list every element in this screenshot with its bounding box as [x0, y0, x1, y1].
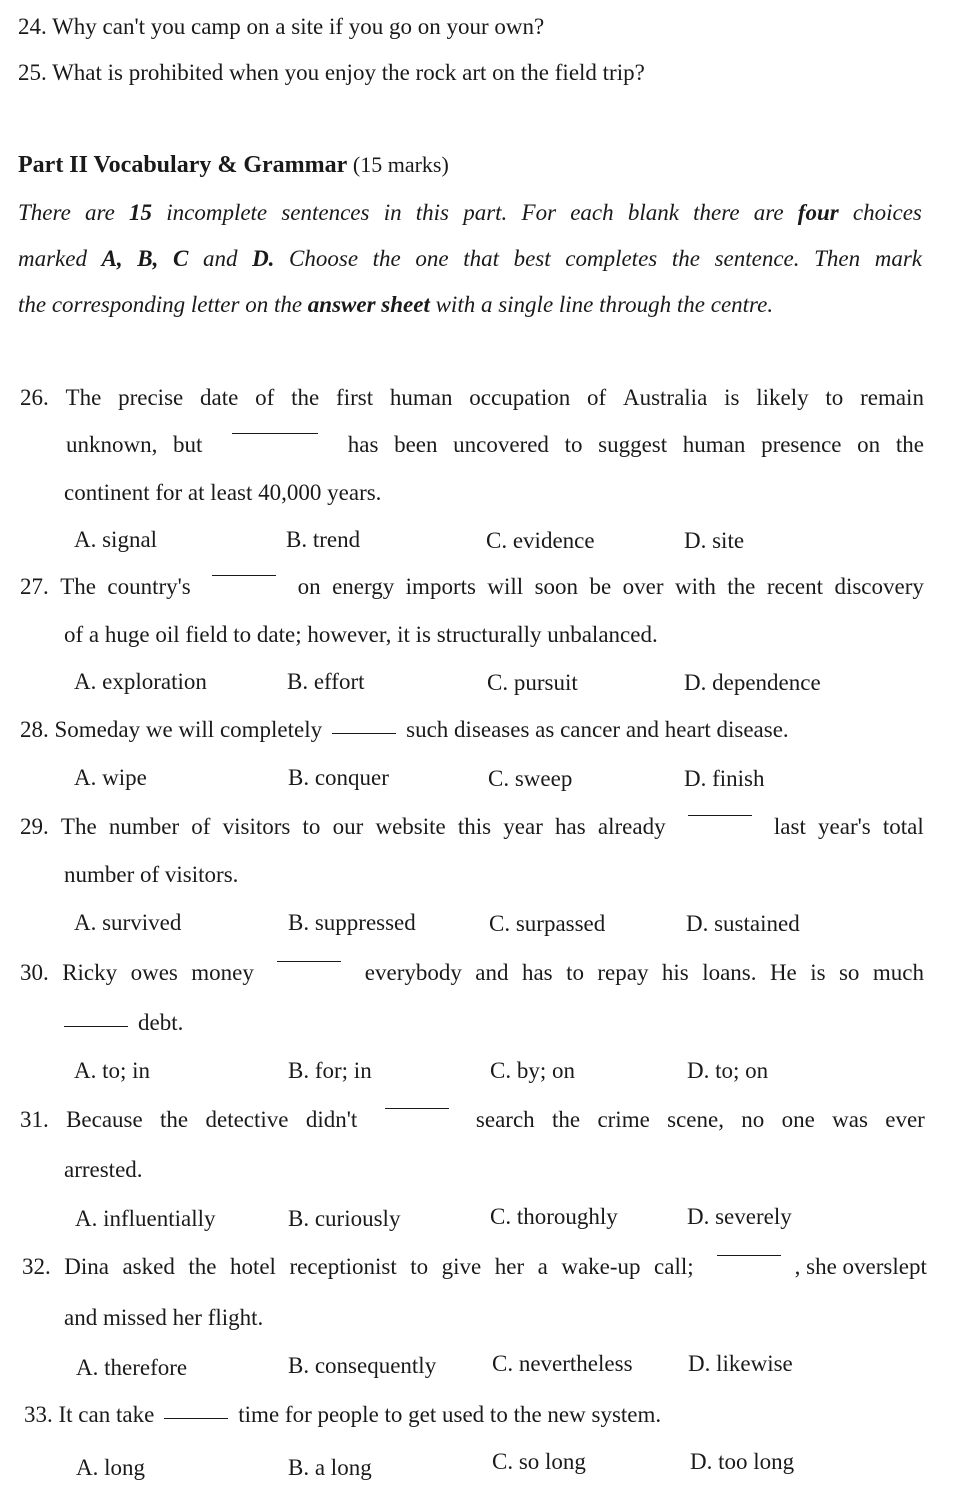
word: 15	[129, 200, 153, 225]
word: has	[521, 960, 553, 985]
word: of	[191, 814, 211, 839]
word: this	[415, 200, 450, 225]
word: and	[202, 246, 238, 271]
word: on	[297, 574, 321, 599]
word: total	[882, 814, 924, 839]
word: was	[832, 1107, 868, 1132]
word: date	[200, 385, 239, 410]
word: already	[597, 814, 666, 839]
option-c: C. so long	[492, 1449, 586, 1474]
question-number: 28.	[20, 717, 49, 742]
option-d: D. site	[684, 528, 745, 553]
option-a: A. wipe	[74, 765, 147, 790]
answer-blank	[277, 960, 341, 962]
instruction-text: the corresponding letter on the	[18, 292, 308, 317]
word: number	[108, 814, 180, 839]
word: remain	[860, 385, 924, 410]
question-32-line-1	[22, 1254, 927, 1280]
question-number: 24.	[18, 14, 47, 39]
option-c: C. evidence	[486, 528, 595, 553]
option-c: C. pursuit	[487, 670, 578, 695]
question-number: 26.	[20, 385, 49, 410]
word: repay	[597, 960, 649, 985]
word: soon	[534, 574, 579, 599]
word: There	[18, 200, 71, 225]
option-a: A. therefore	[76, 1355, 188, 1380]
answer-blank	[64, 1025, 128, 1027]
question-26-line-3: continent for at least 40,000 years.	[64, 480, 382, 505]
option-b: B. suppressed	[288, 910, 416, 935]
question-32-line-2: and missed her flight.	[64, 1305, 264, 1330]
word: money	[191, 960, 254, 985]
word: uncovered	[453, 432, 549, 457]
instructions-line-1	[18, 200, 922, 226]
question-number: 31.	[20, 1107, 49, 1132]
option-b: B. for; in	[288, 1058, 372, 1083]
word: loans.	[702, 960, 757, 985]
word: is	[810, 960, 826, 985]
question-number: 33.	[24, 1402, 53, 1427]
answer-blank	[717, 1254, 781, 1256]
word: D.	[252, 246, 275, 271]
instructions-line-3	[18, 292, 773, 318]
question-28	[20, 717, 789, 743]
word: of	[587, 385, 607, 410]
word: year's	[818, 814, 871, 839]
word: part.	[463, 200, 508, 225]
option-d: D. finish	[684, 766, 765, 791]
word: completes	[565, 246, 658, 271]
answer-blank	[212, 574, 276, 576]
question-text: such diseases as cancer and heart disease.	[406, 717, 789, 742]
option-b: B. conquer	[288, 765, 389, 790]
option-a: A. long	[76, 1455, 145, 1480]
word: last	[773, 814, 806, 839]
option-a: A. to; in	[74, 1058, 151, 1083]
word: call;	[654, 1254, 694, 1279]
word: The	[60, 814, 97, 839]
word: our	[332, 814, 364, 839]
word: will	[487, 574, 524, 599]
option-a: A. exploration	[74, 669, 207, 694]
word: detective	[205, 1107, 289, 1132]
word: and	[475, 960, 509, 985]
option-d: D. too long	[690, 1449, 795, 1474]
question-text: It can take	[58, 1402, 155, 1427]
instruction-text: with a single line through the centre.	[429, 292, 774, 317]
word: has	[555, 814, 586, 839]
word: precise	[118, 385, 184, 410]
option-d: D. to; on	[687, 1058, 769, 1083]
word: to	[566, 960, 584, 985]
word: his	[661, 960, 689, 985]
question-29-line-1	[20, 814, 924, 840]
word: marked	[18, 246, 87, 271]
word: the	[895, 432, 924, 457]
option-b: B. a long	[288, 1455, 372, 1480]
word: the	[552, 1107, 581, 1132]
answer-blank	[332, 732, 396, 734]
answer-blank	[164, 1417, 228, 1419]
option-b: B. curiously	[288, 1206, 401, 1231]
word: For	[521, 200, 557, 225]
word: scene,	[667, 1107, 724, 1132]
question-number: 25.	[18, 60, 47, 85]
word: on	[857, 432, 881, 457]
word: Choose	[289, 246, 359, 271]
word: her	[494, 1254, 525, 1279]
option-c: C. nevertheless	[492, 1351, 633, 1376]
word: the	[372, 246, 401, 271]
word: country's	[107, 574, 191, 599]
word: owes	[130, 960, 178, 985]
word: imports	[405, 574, 476, 599]
word: ever	[885, 1107, 925, 1132]
option-c: C. thoroughly	[490, 1204, 618, 1229]
word: been	[394, 432, 438, 457]
word: each	[570, 200, 614, 225]
word: asked	[122, 1254, 175, 1279]
question-31-line-2: arrested.	[64, 1157, 143, 1182]
word: human	[389, 385, 453, 410]
option-a: A. signal	[74, 527, 158, 552]
word: the	[188, 1254, 217, 1279]
question-text: Someday we will completely	[54, 717, 323, 742]
word: there	[693, 200, 740, 225]
word: Dina	[64, 1254, 109, 1279]
word: energy	[332, 574, 395, 599]
option-b: B. consequently	[288, 1353, 437, 1378]
word: year	[503, 814, 543, 839]
word: suggest	[598, 432, 668, 457]
word: over	[622, 574, 664, 599]
word: to	[825, 385, 844, 410]
word: no	[741, 1107, 765, 1132]
question-number: 32.	[22, 1254, 51, 1279]
word: visitors	[222, 814, 291, 839]
word: the	[671, 246, 700, 271]
question-29-line-2: number of visitors.	[64, 862, 239, 887]
word: C	[173, 246, 189, 271]
word: hotel	[229, 1254, 276, 1279]
word: that	[463, 246, 499, 271]
question-26-line-1	[20, 385, 924, 411]
option-c: C. surpassed	[489, 911, 606, 936]
word: Australia	[622, 385, 708, 410]
question-30-line-1	[20, 960, 924, 986]
question-33	[24, 1402, 661, 1428]
word: blank	[627, 200, 679, 225]
word: everybody	[364, 960, 462, 985]
word: Ricky	[62, 960, 118, 985]
option-d: D. severely	[687, 1204, 792, 1229]
section-title: Part II Vocabulary & Grammar	[18, 152, 347, 178]
word: much	[872, 960, 924, 985]
question-27-line-1	[20, 574, 924, 600]
question-text: Why can't you camp on a site if you go on your own?	[52, 14, 545, 39]
word: , she overslept	[794, 1254, 927, 1279]
question-26-line-2	[66, 432, 924, 458]
question-text: time for people to get used to the new system.	[238, 1402, 662, 1427]
word: website	[375, 814, 446, 839]
word: so	[838, 960, 860, 985]
word: are	[85, 200, 115, 225]
word: is	[724, 385, 740, 410]
word: presence	[761, 432, 842, 457]
word: Because	[66, 1107, 143, 1132]
question-24	[18, 14, 544, 40]
section-marks: (15 marks)	[352, 152, 449, 177]
answer-blank	[385, 1107, 449, 1109]
word: A,	[101, 246, 123, 271]
question-number: 27.	[20, 574, 49, 599]
instructions-line-2	[18, 246, 922, 272]
word: the	[291, 385, 320, 410]
word: occupation	[469, 385, 571, 410]
word: one	[781, 1107, 815, 1132]
word: choices	[852, 200, 922, 225]
word: He	[769, 960, 797, 985]
word: likely	[756, 385, 809, 410]
word: Then	[814, 246, 861, 271]
word: the	[160, 1107, 189, 1132]
word: mark	[874, 246, 922, 271]
option-a: A. influentially	[75, 1206, 216, 1231]
option-c: C. by; on	[490, 1058, 575, 1083]
word: receptionist	[289, 1254, 397, 1279]
question-text: What is prohibited when you enjoy the rock art on the field trip?	[52, 60, 645, 85]
word: crime	[597, 1107, 650, 1132]
option-c: C. sweep	[488, 766, 573, 791]
word: human	[682, 432, 746, 457]
word: unknown,	[66, 432, 158, 457]
question-number: 30.	[20, 960, 49, 985]
word: sentences	[281, 200, 370, 225]
word: to	[302, 814, 321, 839]
option-b: B. trend	[286, 527, 361, 552]
section-heading	[18, 152, 449, 179]
word: this	[457, 814, 492, 839]
word: four	[797, 200, 839, 225]
question-30-line-2	[64, 1010, 183, 1036]
word: a	[537, 1254, 548, 1279]
option-b: B. effort	[287, 669, 365, 694]
word: first	[336, 385, 374, 410]
word: be	[589, 574, 612, 599]
word: search	[475, 1107, 535, 1132]
word: in	[383, 200, 402, 225]
question-25	[18, 60, 645, 86]
word: The	[65, 385, 102, 410]
word: didn't	[305, 1107, 358, 1132]
word: to	[410, 1254, 429, 1279]
question-31-line-1	[20, 1107, 925, 1133]
word: The	[60, 574, 96, 599]
word: one	[415, 246, 449, 271]
answer-blank	[688, 814, 752, 816]
word: but	[173, 432, 203, 457]
word: B,	[137, 246, 159, 271]
answer-blank	[232, 432, 318, 434]
word: wake-up	[561, 1254, 641, 1279]
option-d: D. sustained	[686, 911, 800, 936]
question-27-line-2: of a huge oil field to date; however, it is structurally unbalanced.	[64, 622, 658, 647]
word: give	[441, 1254, 482, 1279]
word: sentence.	[714, 246, 800, 271]
word: with	[674, 574, 716, 599]
option-d: D. likewise	[688, 1351, 793, 1376]
option-d: D. dependence	[684, 670, 821, 695]
option-a: A. survived	[74, 910, 182, 935]
word: of	[255, 385, 275, 410]
word: the	[727, 574, 756, 599]
word: are	[753, 200, 784, 225]
word: recent	[766, 574, 824, 599]
word: incomplete	[166, 200, 268, 225]
word: has	[347, 432, 379, 457]
word: best	[513, 246, 551, 271]
word: discovery	[834, 574, 924, 599]
word: to	[564, 432, 583, 457]
answer-sheet-emphasis: answer sheet	[307, 292, 430, 317]
question-number: 29.	[20, 814, 49, 839]
question-text: debt.	[138, 1010, 184, 1035]
